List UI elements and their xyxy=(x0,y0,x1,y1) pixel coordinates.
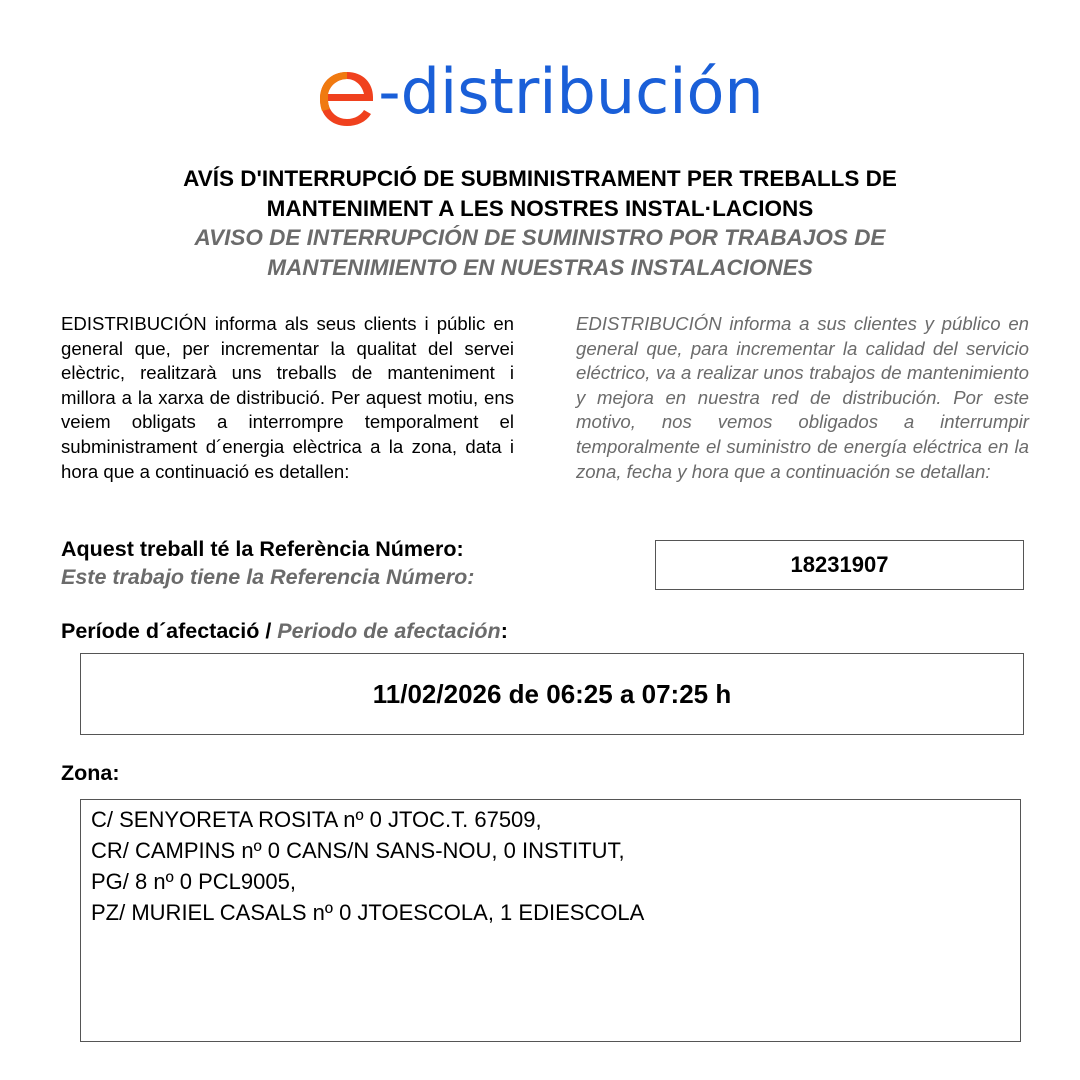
period-value: 11/02/2026 de 06:25 a 07:25 h xyxy=(372,678,732,709)
reference-number: 18231907 xyxy=(790,552,889,577)
period-label-ca: Període d´afectació / xyxy=(61,619,278,643)
title-ca-line2: MANTENIMENT A LES NOSTRES INSTAL·LACIONS xyxy=(266,195,814,221)
reference-number-box xyxy=(655,540,1024,590)
notice-title xyxy=(60,164,1020,282)
zona-line: C/ SENYORETA ROSITA nº 0 JTOC.T. 67509, xyxy=(91,807,542,832)
reference-label-es: Este trabajo tiene la Referencia Número: xyxy=(61,565,475,589)
title-es-line1: AVISO DE INTERRUPCIÓN DE SUMINISTRO POR TRABAJOS DE xyxy=(194,225,886,250)
zona-label: Zona: xyxy=(61,761,120,785)
period-label-colon: : xyxy=(500,619,508,643)
e-logo-mark-icon xyxy=(316,63,376,127)
zona-box xyxy=(80,799,1021,1042)
zona-line: PZ/ MURIEL CASALS nº 0 JTOESCOLA, 1 EDIESCOLA xyxy=(91,900,645,925)
period-box xyxy=(80,653,1024,735)
period-label-es: Periodo de afectación xyxy=(277,619,501,643)
logo-wordmark: -distribución xyxy=(378,55,764,128)
e-distribucion-logo xyxy=(0,52,1080,132)
zona-line: PG/ 8 nº 0 PCL9005, xyxy=(91,869,296,894)
intro-paragraph-es: EDISTRIBUCIÓN informa a sus clientes y público en general que, para incrementar la calidad del servicio eléctrico, va a realizar unos trabajos de mantenimiento y mejora en nuestra red de distribución. Por este motivo, nos vemos obligados a interrumpir temporalmente el suministro de energía eléctrica en la zona, fecha y hora que a continuación se detallan: xyxy=(576,313,1029,482)
zona-line: CR/ CAMPINS nº 0 CANS/N SANS-NOU, 0 INSTITUT, xyxy=(91,838,625,863)
reference-label xyxy=(61,535,474,591)
period-label xyxy=(61,617,508,645)
title-es-line2: MANTENIMIENTO EN NUESTRAS INSTALACIONES xyxy=(267,254,813,280)
intro-paragraph-ca: EDISTRIBUCIÓN informa als seus clients i públic en general que, per incrementar la qualitat del servei elèctric, realitzarà uns treballs de manteniment i millora a la xarxa de distribució. Per aquest motiu, ens veiem obligats a interrompre temporalment el subministrament d´energia elèctrica a la zona, data i hora que a continuació es detallen: xyxy=(61,313,514,482)
title-ca-line1: AVÍS D'INTERRUPCIÓ DE SUBMINISTRAMENT PER TREBALLS DE xyxy=(183,166,897,191)
reference-label-ca: Aquest treball té la Referència Número: xyxy=(61,537,464,561)
